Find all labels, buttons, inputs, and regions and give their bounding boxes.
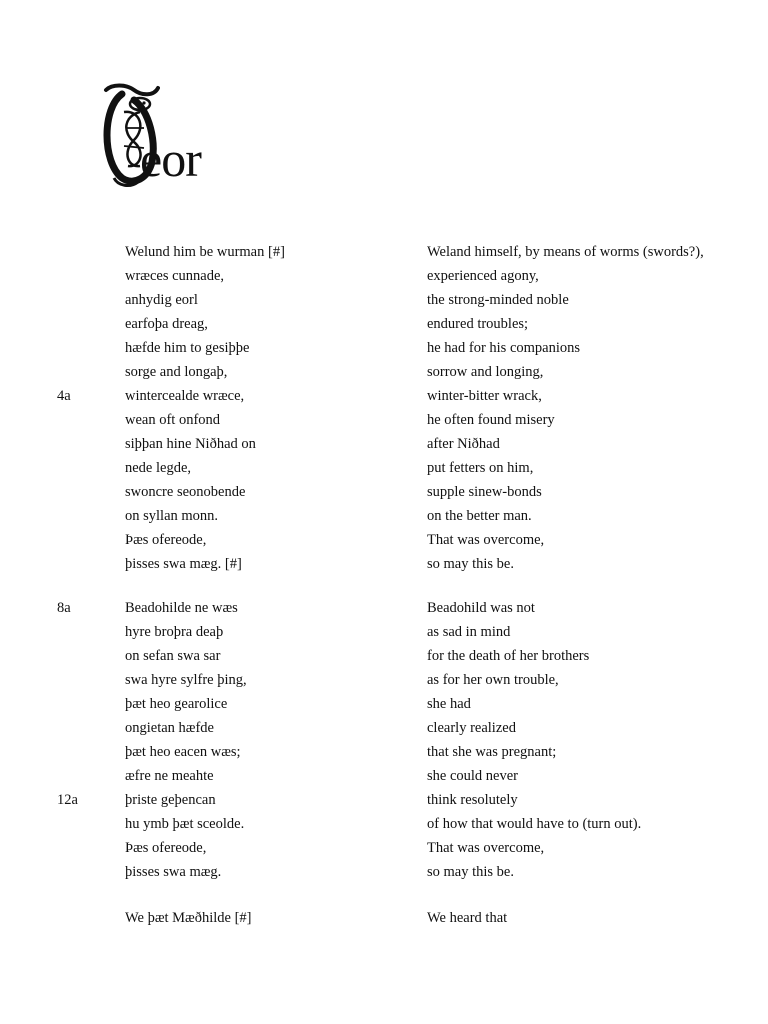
old-english-line: swa hyre sylfre þing, <box>125 672 247 688</box>
old-english-line: Þæs ofereode, <box>125 840 207 856</box>
translation-line: she could never <box>427 768 518 784</box>
verse-line <box>0 788 768 812</box>
verse-line <box>0 504 768 528</box>
verse-line <box>0 836 768 860</box>
old-english-line: swoncre seonobende <box>125 484 246 500</box>
line-number: 4a <box>57 388 71 404</box>
translation-line: that she was pregnant; <box>427 744 557 760</box>
old-english-line: þisses swa mæg. [#] <box>125 556 242 572</box>
translation-line: We heard that <box>427 910 508 926</box>
old-english-line: wintercealde wræce, <box>125 388 245 404</box>
translation-line: as for her own trouble, <box>427 672 559 688</box>
verse-line <box>0 384 768 408</box>
verse-line <box>0 620 768 644</box>
translation-line: endured troubles; <box>427 316 529 332</box>
old-english-line: earfoþa dreag, <box>125 316 208 332</box>
verse-line <box>0 264 768 288</box>
translation-line: That was overcome, <box>427 840 545 856</box>
translation-line: That was overcome, <box>427 532 545 548</box>
verse-line <box>0 360 768 384</box>
old-english-line: þriste geþencan <box>125 792 216 808</box>
verse-line <box>0 432 768 456</box>
verse-line <box>0 860 768 884</box>
verse-line <box>0 336 768 360</box>
old-english-line: æfre ne meahte <box>125 768 214 784</box>
verse-line <box>0 812 768 836</box>
translation-line: for the death of her brothers <box>427 648 590 664</box>
verse-line <box>0 764 768 788</box>
translation-line: he had for his companions <box>427 340 581 356</box>
translation-line: Beadohild was not <box>427 600 535 616</box>
verse-line <box>0 668 768 692</box>
verse-line <box>0 528 768 552</box>
verse-line <box>0 552 768 576</box>
translation-line: the strong-minded noble <box>427 292 569 308</box>
verse-line <box>0 240 768 264</box>
translation-line: so may this be. <box>427 556 514 572</box>
old-english-line: hu ymb þæt sceolde. <box>125 816 245 832</box>
verse-line <box>0 692 768 716</box>
translation-line: put fetters on him, <box>427 460 534 476</box>
old-english-line: anhydig eorl <box>125 292 198 308</box>
line-number: 8a <box>57 600 71 616</box>
old-english-line: Þæs ofereode, <box>125 532 207 548</box>
old-english-line: siþþan hine Niðhad on <box>125 436 256 452</box>
old-english-line: sorge and longaþ, <box>125 364 228 380</box>
verse-line <box>0 480 768 504</box>
translation-line: he often found misery <box>427 412 555 428</box>
old-english-line: Welund him be wurman [#] <box>125 244 285 260</box>
old-english-line: þæt heo eacen wæs; <box>125 744 241 760</box>
translation-line: sorrow and longing, <box>427 364 544 380</box>
translation-line: after Niðhad <box>427 436 500 452</box>
verse-line <box>0 906 768 930</box>
old-english-line: wean oft onfond <box>125 412 221 428</box>
old-english-line: wræces cunnade, <box>125 268 225 284</box>
verse-line <box>0 644 768 668</box>
old-english-line: nede legde, <box>125 460 192 476</box>
line-number: 12a <box>57 792 78 808</box>
translation-line: Weland himself, by means of worms (swords?), <box>427 244 704 260</box>
poem-title <box>100 82 240 192</box>
translation-line: winter-bitter wrack, <box>427 388 542 404</box>
old-english-line: Beadohilde ne wæs <box>125 600 238 616</box>
translation-line: supple sinew-bonds <box>427 484 542 500</box>
translation-line: of how that would have to (turn out). <box>427 816 642 832</box>
title-text: eor <box>140 131 201 187</box>
old-english-line: We þæt Mæðhilde [#] <box>125 910 252 926</box>
translation-line: she had <box>427 696 471 712</box>
verse-line <box>0 288 768 312</box>
old-english-line: on sefan swa sar <box>125 648 221 664</box>
verse-line <box>0 596 768 620</box>
verse-line <box>0 456 768 480</box>
verse-line <box>0 716 768 740</box>
translation-line: experienced agony, <box>427 268 539 284</box>
translation-line: on the better man. <box>427 508 532 524</box>
old-english-line: ongietan hæfde <box>125 720 214 736</box>
verse-line <box>0 312 768 336</box>
translation-line: as sad in mind <box>427 624 511 640</box>
verse-line <box>0 740 768 764</box>
translation-line: think resolutely <box>427 792 518 808</box>
old-english-line: hæfde him to gesiþþe <box>125 340 250 356</box>
verse-line <box>0 408 768 432</box>
old-english-line: hyre broþra deaþ <box>125 624 224 640</box>
old-english-line: þisses swa mæg. <box>125 864 222 880</box>
old-english-line: on syllan monn. <box>125 508 219 524</box>
old-english-line: þæt heo gearolice <box>125 696 228 712</box>
translation-line: so may this be. <box>427 864 514 880</box>
translation-line: clearly realized <box>427 720 516 736</box>
